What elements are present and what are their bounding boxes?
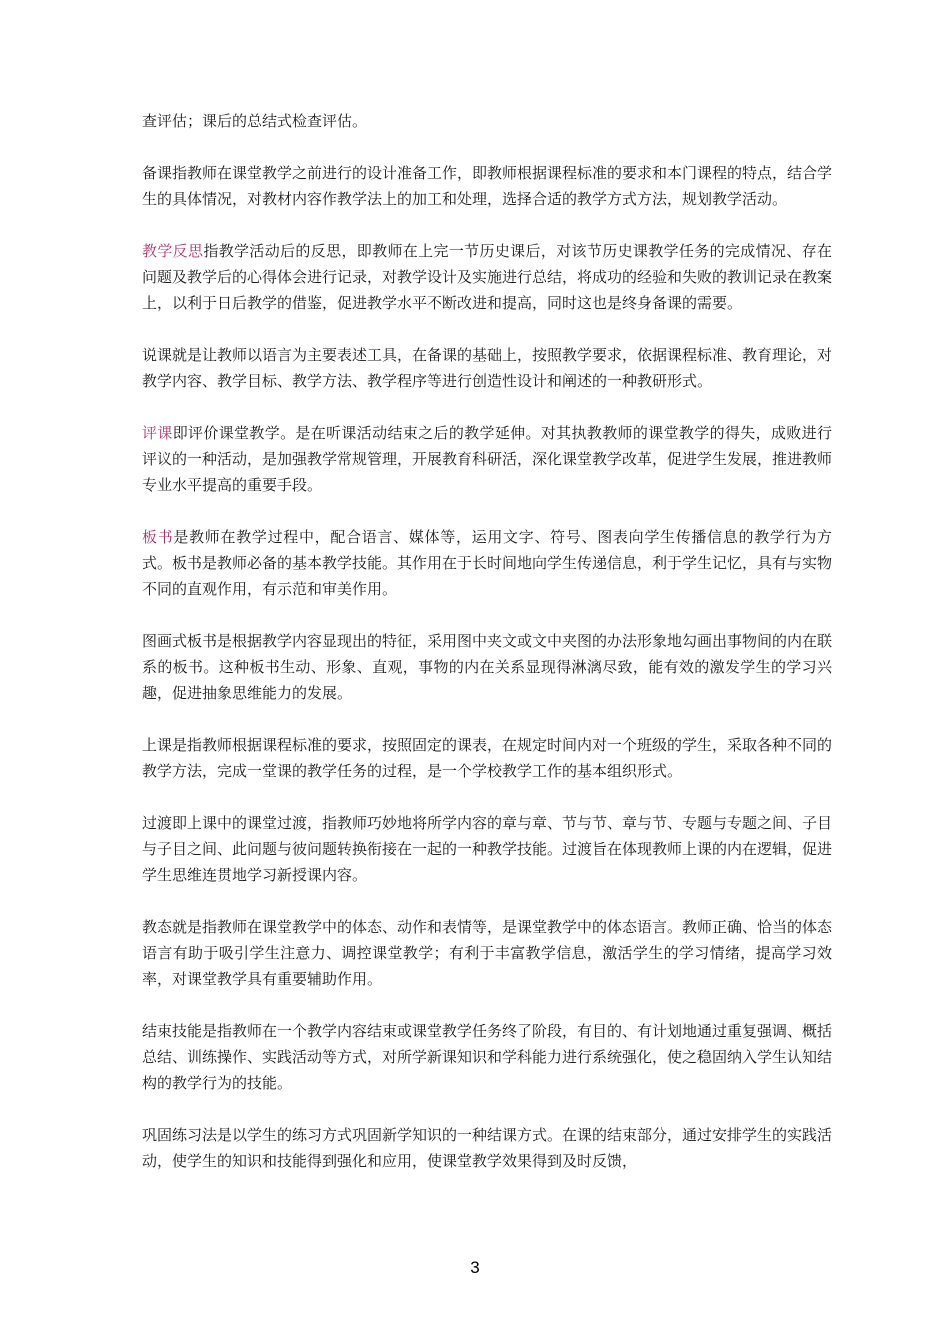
document-body bbox=[142, 108, 832, 1200]
paragraph-text: 备课指教师在课堂教学之前进行的设计准备工作，即教师根据课程标准的要求和本门课程的特点，结合学生的具体情况，对教材内容作教学法上的加工和处理，选择合适的教学方式方法，规划教学活动。 bbox=[142, 164, 833, 208]
paragraph-text: 巩固练习法是以学生的练习方式巩固新学知识的一种结课方式。在课的结束部分，通过安排学生的实践活动，使学生的知识和技能得到强化和应用，使课堂教学效果得到及时反馈， bbox=[142, 1126, 833, 1170]
term-lesson-evaluation: 评课 bbox=[142, 424, 173, 442]
paragraph-text: 上课是指教师根据课程标准的要求，按照固定的课表，在规定时间内对一个班级的学生，采取各种不同的教学方法，完成一堂课的教学任务的过程，是一个学校教学工作的基本组织形式。 bbox=[142, 736, 833, 780]
paragraph-2 bbox=[142, 160, 832, 212]
paragraph-11 bbox=[142, 1018, 832, 1096]
paragraph-text: 是教师在教学过程中，配合语言、媒体等，运用文字、符号、图表向学生传播信息的教学行为方式。板书是教师必备的基本教学技能。其作用在于长时间地向学生传递信息，利于学生记忆，具有与实物不同的直观作用，有示范和审美作用。 bbox=[142, 528, 833, 598]
term-blackboard-writing: 板书 bbox=[142, 528, 174, 546]
page-number: 3 bbox=[470, 1258, 480, 1277]
paragraph-text: 图画式板书是根据教学内容显现出的特征，采用图中夹文或文中夹图的办法形象地勾画出事物间的内在联系的板书。这种板书生动、形象、直观，事物的内在关系显现得淋漓尽致，能有效的激发学生的学习兴趣，促进抽象思维能力的发展。 bbox=[142, 632, 833, 702]
paragraph-text: 教态就是指教师在课堂教学中的体态、动作和表情等，是课堂教学中的体态语言。教师正确、恰当的体态语言有助于吸引学生注意力、调控课堂教学；有利于丰富教学信息，激活学生的学习情绪，提高学习效率，对课堂教学具有重要辅助作用。 bbox=[142, 918, 833, 988]
paragraph-3 bbox=[142, 238, 832, 316]
paragraph-12 bbox=[142, 1122, 832, 1174]
paragraph-text: 说课就是让教师以语言为主要表述工具，在备课的基础上，按照教学要求，依据课程标准、教育理论，对教学内容、教学目标、教学方法、教学程序等进行创造性设计和阐述的一种教研形式。 bbox=[142, 346, 833, 390]
paragraph-text: 指教学活动后的反思，即教师在上完一节历史课后，对该节历史课教学任务的完成情况、存在问题及教学后的心得体会进行记录，对教学设计及实施进行总结，将成功的经验和失败的教训记录在教案上，以利于日后教学的借鉴，促进教学水平不断改进和提高，同时这也是终身备课的需要。 bbox=[142, 242, 833, 312]
paragraph-text: 过渡即上课中的课堂过渡，指教师巧妙地将所学内容的章与章、节与节、章与节、专题与专题之间、子目与子目之间、此问题与彼问题转换衔接在一起的一种教学技能。过渡旨在体现教师上课的内在逻辑，促进学生思维连贯地学习新授课内容。 bbox=[142, 814, 833, 884]
paragraph-text: 即评价课堂教学。是在听课活动结束之后的教学延伸。对其执教教师的课堂教学的得失，成败进行评议的一种活动，是加强教学常规管理，开展教育科研活，深化课堂教学改革，促进学生发展，推进教师专业水平提高的重要手段。 bbox=[142, 424, 833, 494]
term-teaching-reflection: 教学反思 bbox=[142, 242, 204, 260]
paragraph-7 bbox=[142, 628, 832, 706]
paragraph-5 bbox=[142, 420, 832, 498]
paragraph-9 bbox=[142, 810, 832, 888]
paragraph-8 bbox=[142, 732, 832, 784]
paragraph-4 bbox=[142, 342, 832, 394]
paragraph-text: 查评估；课后的总结式检查评估。 bbox=[142, 112, 368, 130]
paragraph-1 bbox=[142, 108, 832, 134]
paragraph-text: 结束技能是指教师在一个教学内容结束或课堂教学任务终了阶段，有目的、有计划地通过重复强调、概括总结、训练操作、实践活动等方式，对所学新课知识和学科能力进行系统强化，使之稳固纳入学生认知结构的教学行为的技能。 bbox=[142, 1022, 833, 1092]
paragraph-10 bbox=[142, 914, 832, 992]
paragraph-6 bbox=[142, 524, 832, 602]
